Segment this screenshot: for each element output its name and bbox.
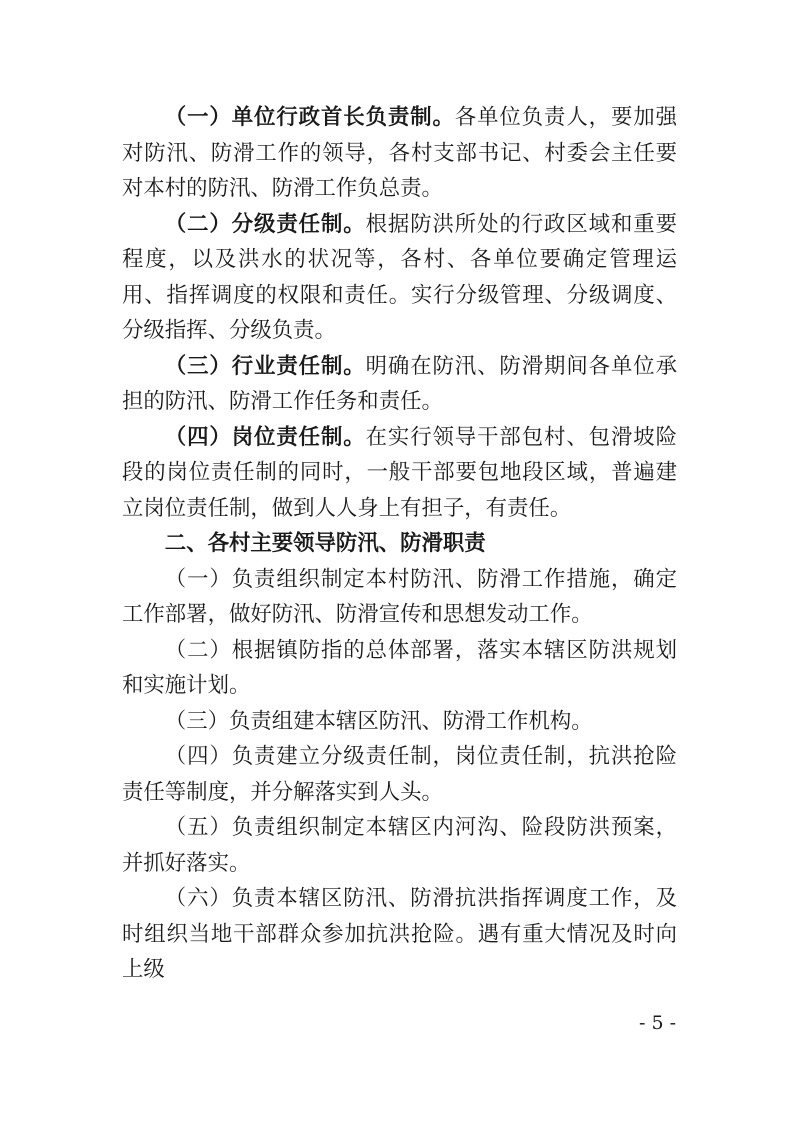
paragraph-text: 各单位负责人，要加强对防汛、防滑工作的领导，各村支部书记、村委会主任要对本村的防汛、防滑工作负总责。 [122,105,677,201]
page-number: - 5 - [638,1012,676,1034]
section-heading: 二、各村主要领导防汛、防滑职责 [164,531,486,556]
duty-item-4: （四）负责建立分级责任制，岗位责任制，抗洪抢险责任等制度，并分解落实到人头。 [122,744,677,805]
paragraph-text: 根据防洪所处的行政区域和重要程度，以及洪水的状况等，各村、各单位要确定管理运用、指挥调度的权限和责任。实行分级管理、分级调度、分级指挥、分级负责。 [122,211,677,343]
duty-item-5: （五）负责组织制定本辖区内河沟、险段防洪预案，并抓好落实。 [122,815,677,876]
paragraph-responsibility-3 [122,349,677,420]
paragraph-lead: （四）岗位责任制。 [164,424,366,450]
paragraph-responsibility-1 [122,100,677,207]
paragraph-text: 明确在防汛、防滑期间各单位承担的防汛、防滑工作任务和责任。 [122,353,677,414]
duty-item-1: （一）负责组织制定本村防汛、防滑工作措施，确定工作部署，做好防汛、防滑宣传和思想发动工作。 [122,566,677,627]
duty-item-2: （二）根据镇防指的总体部署，落实本辖区防洪规划和实施计划。 [122,637,677,698]
paragraph-lead: （三）行业责任制。 [164,353,366,379]
paragraph-text: 在实行领导干部包村、包滑坡险段的岗位责任制的同时，一般干部要包地段区域，普遍建立岗位责任制，做到人人身上有担子，有责任。 [122,424,677,521]
duty-item-6: （六）负责本辖区防汛、防滑抗洪指挥调度工作，及时组织当地干部群众参加抗洪抢险。遇有重大情况及时向上级 [122,886,677,982]
paragraph-lead: （二）分级责任制。 [164,211,366,237]
paragraph-responsibility-4 [122,420,677,527]
duty-item-3: （三）负责组建本辖区防汛、防滑工作机构。 [164,708,593,734]
paragraph-lead: （一）单位行政首长负责制。 [164,105,455,130]
document-body [122,100,677,988]
paragraph-responsibility-2 [122,207,677,349]
